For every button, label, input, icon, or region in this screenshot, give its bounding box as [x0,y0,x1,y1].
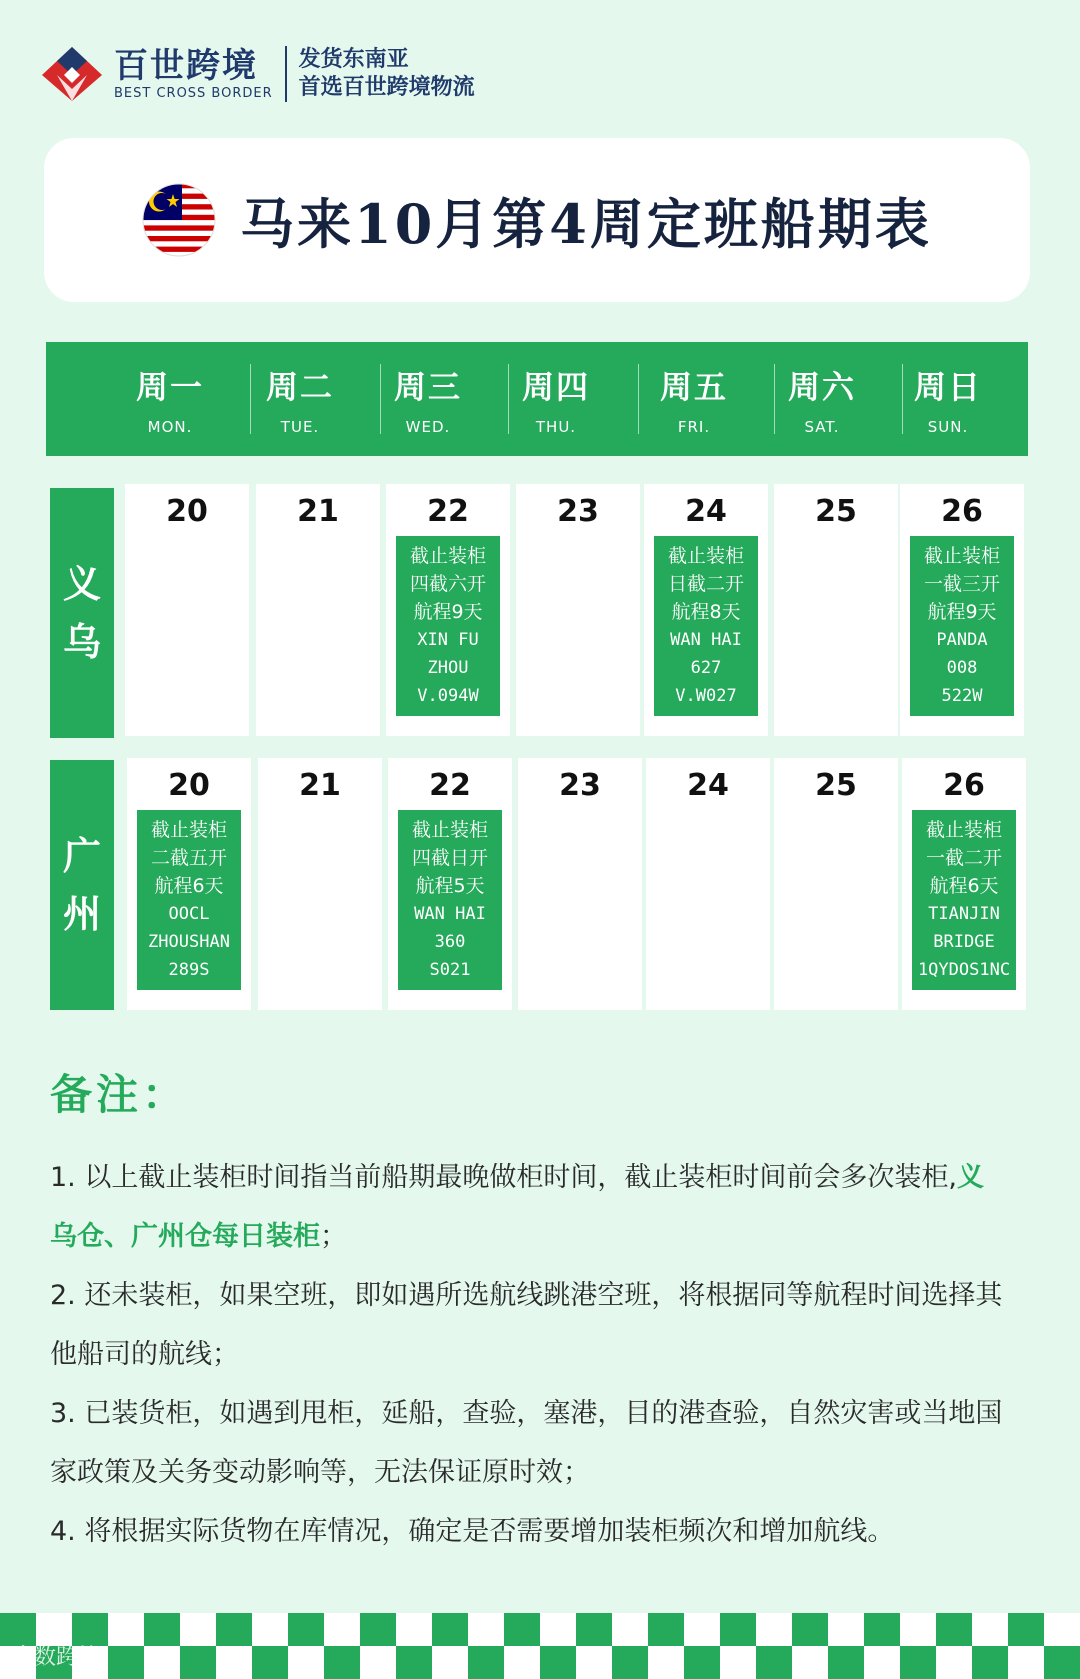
day-cn: 周四 [521,368,590,406]
row-label-char: 广 [62,834,101,878]
remark-item-1 [50,1148,1010,1266]
watermark: 大数跨境 [12,1645,101,1670]
checker-square [252,1613,288,1646]
remarks-title: 备注： [50,1070,189,1119]
checker-square [288,1646,324,1679]
brand-header [40,44,475,104]
cutoff-label: 截止装柜 [409,545,486,567]
schedule-cell [125,484,249,736]
cutoff-schedule: 一截三开 [923,573,1000,595]
vessel-name: PANDA [936,630,988,650]
voyage-number: 522W [941,686,983,706]
checker-square [612,1613,648,1646]
checker-square [180,1613,216,1646]
schedule-cell [900,484,1024,736]
cell-date: 25 [815,494,857,529]
checker-square [288,1613,324,1646]
cutoff-label: 截止装柜 [150,819,227,841]
checker-square [360,1613,396,1646]
checker-square [504,1613,540,1646]
row-label-yiwu [50,488,114,738]
checker-square [576,1613,612,1646]
vessel-name: 627 [690,658,722,678]
day-en: SAT. [804,418,840,436]
day-header-mon [106,342,234,456]
sailing-info [396,536,500,716]
checker-square [108,1613,144,1646]
sailing-info [654,536,758,716]
cell-date: 26 [943,768,985,803]
checker-square [360,1646,396,1679]
vessel-name: ZHOUSHAN [148,932,230,952]
vessel-name: TIANJIN [928,904,1000,924]
checker-square [252,1646,288,1679]
checker-square [828,1646,864,1679]
checker-square [828,1613,864,1646]
cutoff-schedule: 日截二开 [667,573,744,595]
checker-square [108,1646,144,1679]
row-label-char: 州 [62,892,101,936]
cell-date: 26 [941,494,983,529]
cell-date: 21 [299,768,341,803]
checker-square [468,1613,504,1646]
sailing-info [910,536,1014,716]
checker-square [900,1646,936,1679]
checker-square [432,1646,468,1679]
cell-date: 23 [557,494,599,529]
cell-date: 22 [429,768,471,803]
brand-name-en: BEST CROSS BORDER [114,85,273,101]
day-cn: 周一 [135,368,204,406]
vessel-name: OOCL [168,904,210,924]
cell-date: 24 [685,494,727,529]
checker-square [756,1613,792,1646]
remark-highlight: 义乌仓、广州仓每日装柜 [50,1162,984,1252]
day-en: WED. [405,418,451,436]
brand-name-cn: 百世跨境 [114,45,258,86]
schedule-cell [516,484,640,736]
checker-square [792,1646,828,1679]
checker-square [216,1613,252,1646]
remark-item-3: 3. 已装货柜，如遇到甩柜，延船，查验，塞港，目的港查验，自然灾害或当地国家政策及关务变动影响等，无法保证原时效； [50,1398,1003,1488]
checker-square [396,1613,432,1646]
checker-square [504,1646,540,1679]
checker-footer [0,1613,1080,1679]
day-cn: 周日 [913,368,982,406]
day-header-sun [884,342,1012,456]
cell-date: 23 [559,768,601,803]
schedule-cell [774,758,898,1010]
cutoff-label: 截止装柜 [667,545,744,567]
cutoff-schedule: 四截六开 [409,573,486,595]
cutoff-schedule: 一截二开 [925,847,1002,869]
schedule-cell [518,758,642,1010]
checker-square [468,1646,504,1679]
brand-name [114,45,273,101]
schedule-cell [902,758,1026,1010]
checker-square [396,1646,432,1679]
row-label-guangzhou [50,760,114,1010]
transit-time: 航程6天 [154,875,224,897]
day-cn: 周五 [659,368,728,406]
brand-slogan [299,46,475,102]
cell-date: 24 [687,768,729,803]
checker-square [324,1613,360,1646]
cell-date: 20 [168,768,210,803]
checker-square [792,1613,828,1646]
schedule-cell [386,484,510,736]
sailing-info [398,810,502,990]
voyage-number: V.W027 [675,686,737,706]
checker-square [864,1613,900,1646]
vessel-name: 008 [946,658,978,678]
voyage-number: 1QYDOS1NC [917,960,1011,980]
checker-square [684,1613,720,1646]
checker-square [684,1646,720,1679]
sailing-info [137,810,241,990]
checker-square [540,1613,576,1646]
schedule-cell [388,758,512,1010]
schedule-cell [644,484,768,736]
remark-text: 1. 以上截止装柜时间指当前船期最晚做柜时间，截止装柜时间前会多次装柜, [50,1162,957,1193]
brand-divider [285,46,287,102]
vessel-name: WAN HAI [670,630,742,650]
cutoff-label: 截止装柜 [923,545,1000,567]
checker-square [540,1646,576,1679]
checker-square [576,1646,612,1679]
checker-square [144,1613,180,1646]
checker-square [864,1646,900,1679]
checker-square [720,1646,756,1679]
voyage-number: 289S [168,960,210,980]
row-label-char: 义 [62,562,101,606]
checker-square [936,1613,972,1646]
slogan-line-2: 首选百世跨境物流 [298,75,475,100]
checker-square [648,1646,684,1679]
day-cn: 周六 [787,368,856,406]
day-cn: 周三 [393,368,462,406]
brand-logo-icon [40,45,104,103]
vessel-name: 360 [434,932,466,952]
cutoff-schedule: 四截日开 [411,847,488,869]
day-en: SUN. [927,418,969,436]
checker-square [900,1613,936,1646]
row-label-char: 乌 [62,620,101,664]
transit-time: 航程8天 [671,601,741,623]
schedule-cell [258,758,382,1010]
page-title: 马来10月第4周定班船期表 [240,191,932,256]
transit-time: 航程9天 [927,601,997,623]
checker-square [972,1646,1008,1679]
checker-square [1008,1613,1044,1646]
voyage-number: S021 [429,960,471,980]
remark-item-4: 4. 将根据实际货物在库情况，确定是否需要增加装柜频次和增加航线。 [50,1516,895,1547]
day-en: TUE. [280,418,320,436]
cell-date: 25 [815,768,857,803]
checker-square [936,1646,972,1679]
voyage-number: V.094W [417,686,479,706]
cutoff-label: 截止装柜 [411,819,488,841]
checker-square [648,1613,684,1646]
checker-square [756,1646,792,1679]
cell-date: 20 [166,494,208,529]
checker-square [432,1613,468,1646]
day-cn: 周二 [265,368,334,406]
checker-square [324,1646,360,1679]
checker-square [612,1646,648,1679]
vessel-name: ZHOU [427,658,469,678]
malaysia-flag-icon [142,183,216,257]
checker-square [144,1646,180,1679]
day-header-wed [364,342,492,456]
checker-square [180,1646,216,1679]
day-en: MON. [147,418,193,436]
remarks-list [50,1148,1010,1561]
remark-item-2: 2. 还未装柜，如果空班，即如遇所选航线跳港空班，将根据同等航程时间选择其他船司的航线； [50,1280,1003,1370]
slogan-line-1: 发货东南亚 [298,47,409,72]
sailing-info [912,810,1016,990]
checker-square [972,1613,1008,1646]
checker-square [216,1646,252,1679]
title-card [44,138,1030,302]
cell-date: 22 [427,494,469,529]
transit-time: 航程9天 [413,601,483,623]
checker-square [720,1613,756,1646]
cutoff-schedule: 二截五开 [150,847,227,869]
vessel-name: XIN FU [417,630,479,650]
week-header [46,342,1028,456]
day-header-thu [492,342,620,456]
schedule-cell [127,758,251,1010]
day-header-tue [236,342,364,456]
cell-date: 21 [297,494,339,529]
checker-square [1044,1646,1080,1679]
day-header-sat [758,342,886,456]
checker-square [1008,1646,1044,1679]
transit-time: 航程6天 [929,875,999,897]
day-header-fri [630,342,758,456]
cutoff-label: 截止装柜 [925,819,1002,841]
vessel-name: WAN HAI [414,904,486,924]
schedule-cell [646,758,770,1010]
checker-square [1044,1613,1080,1646]
day-en: THU. [535,418,577,436]
schedule-cell [774,484,898,736]
remark-text: ； [320,1221,347,1252]
transit-time: 航程5天 [415,875,485,897]
day-en: FRI. [677,418,711,436]
vessel-name: BRIDGE [933,932,995,952]
schedule-cell [256,484,380,736]
